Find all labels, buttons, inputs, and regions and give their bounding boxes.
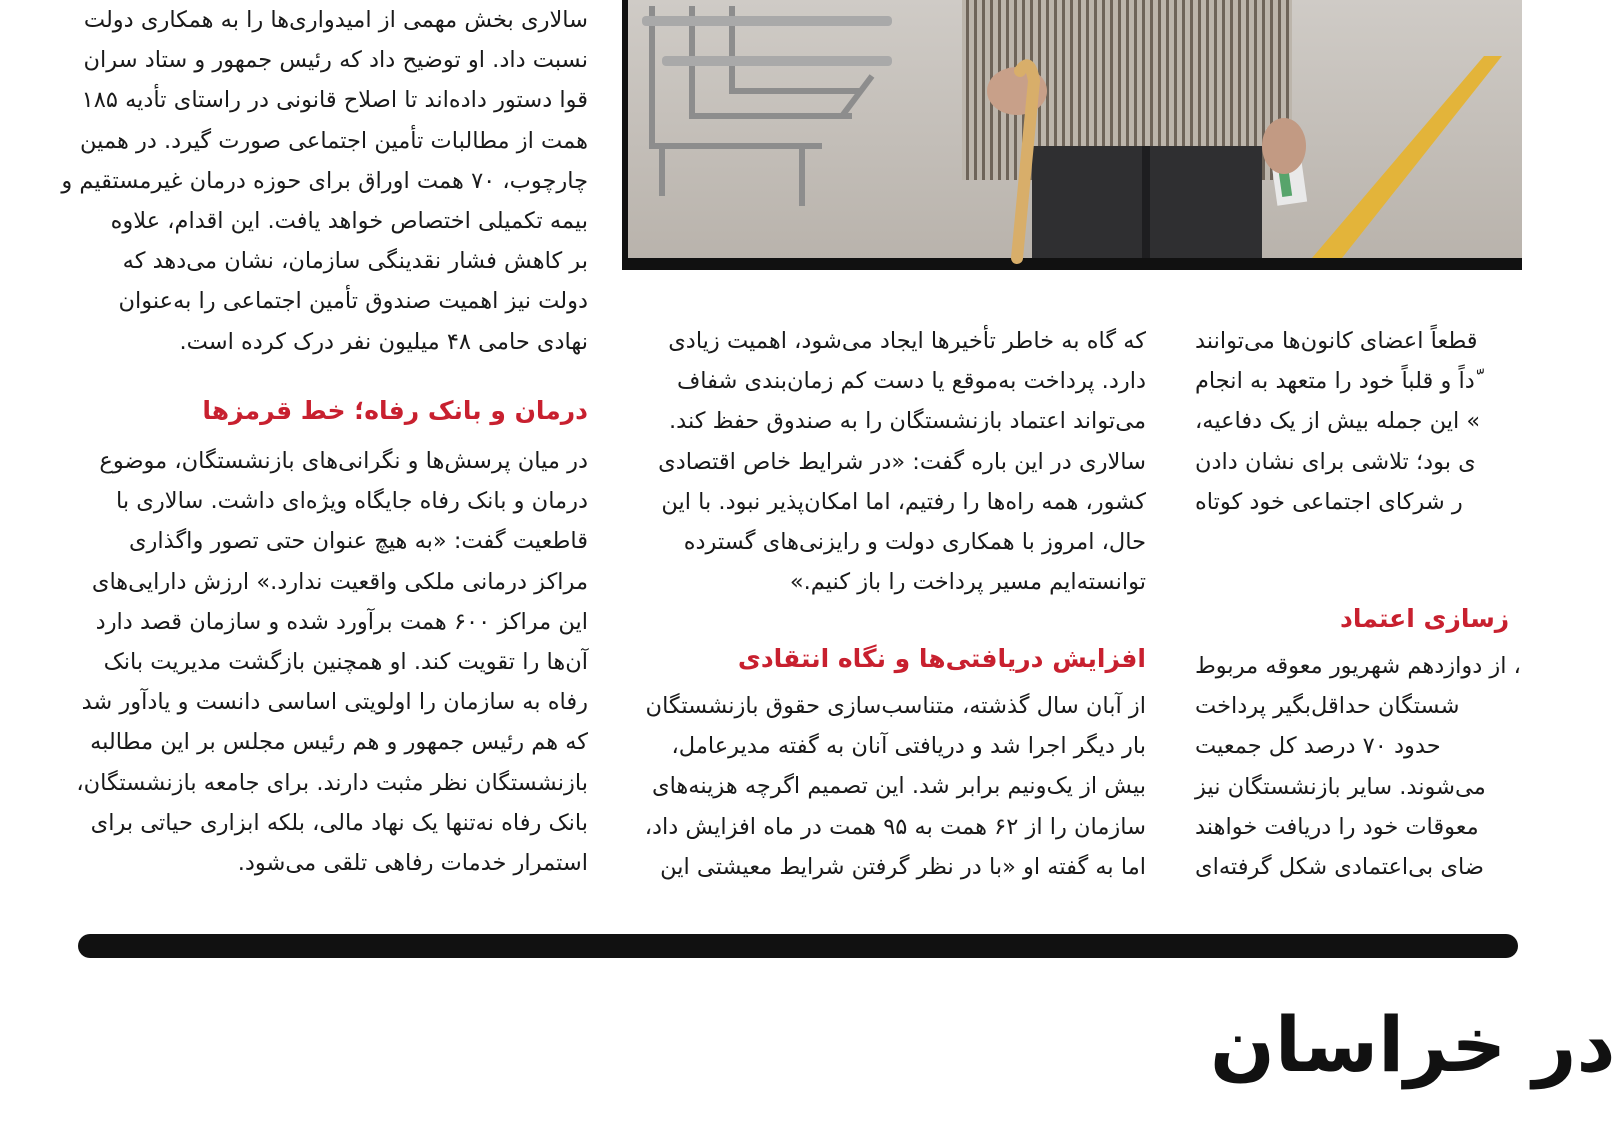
next-article-title: در خراسان <box>1210 1000 1615 1089</box>
text-line: دارد. پرداخت به‌موقع یا دست کم زمان‌بندی شفاف <box>676 368 1146 395</box>
text-line: نسبت داد. او توضیح داد که رئیس جمهور و ستاد سران <box>83 47 588 74</box>
text-line: استمرار خدمات رفاهی تلقی می‌شود. <box>237 850 588 877</box>
middle-column-top <box>636 321 1146 602</box>
text-line: ی بود؛ تلاشی برای نشان دادن <box>1195 448 1476 475</box>
text-line: همت از مطالبات تأمین اجتماعی صورت گیرد. در همین <box>80 127 588 154</box>
text-line: مراکز درمانی ملکی واقعیت ندارد.» ارزش دارایی‌های <box>91 568 588 595</box>
text-line: توانسته‌ایم مسیر پرداخت را باز کنیم.» <box>789 569 1146 596</box>
text-line: کشور، همه راه‌ها را رفتیم، اما امکان‌پذیر نبود. با این <box>661 488 1146 515</box>
text-line: چارچوب، ۷۰ همت اوراق برای حوزه درمان غیرمستقیم و <box>61 167 588 194</box>
text-line: حال، امروز با همکاری دولت و رایزنی‌های گسترده <box>683 529 1146 556</box>
left-column-bottom <box>78 441 588 883</box>
text-line: » این جمله بیش از یک دفاعیه، <box>1195 408 1481 435</box>
text-line: حدود ۷۰ درصد کل جمعیت <box>1195 733 1441 760</box>
text-line: می‌تواند اعتماد بازنشستگان را به صندوق حفظ کند. <box>669 408 1146 435</box>
retiree-with-cane-illustration <box>622 0 1522 270</box>
section-heading-treatment-bank: درمان و بانک رفاه؛ خط قرمزها <box>202 396 588 425</box>
text-line: سالاری بخش مهمی از امیدواری‌ها را به همکاری دولت <box>83 7 588 33</box>
text-line: رفاه به سازمان را اولویتی اساسی دانست و یادآور شد <box>81 689 588 716</box>
text-line: سازمان را از ۶۲ همت به ۹۵ همت در ماه افزایش داد، <box>644 813 1146 840</box>
text-line: که هم رئیس جمهور و هم رئیس مجلس بر این مطالبه <box>90 729 588 756</box>
text-line: ، از دوازدهم شهریور معوقه مربوط <box>1195 653 1521 679</box>
section-divider <box>78 934 1518 958</box>
text-line: که گاه به خاطر تأخیرها ایجاد می‌شود، اهمیت زیادی <box>668 328 1146 354</box>
right-column-top <box>1195 321 1615 522</box>
text-line: بیش از یک‌ونیم برابر شد. این تصمیم اگرچه هزینه‌های <box>651 773 1146 800</box>
text-line: ر شرکای اجتماعی خود کوتاه <box>1195 488 1463 515</box>
text-line: بازنشستگان نظر مثبت دارند. برای جامعه بازنشستگان، <box>76 769 588 796</box>
text-line: قاطعیت گفت: «به هیچ عنوان حتی تصور واگذاری <box>128 528 588 555</box>
text-line: بار دیگر اجرا شد و دریافتی آنان به گفته مدیرعامل، <box>671 733 1146 760</box>
text-line: سالاری در این باره گفت: «در شرایط خاص اقتصادی <box>658 448 1146 475</box>
text-line: معوقات خود را دریافت خواهند <box>1195 813 1479 840</box>
article-photo <box>622 0 1522 270</box>
text-line: شستگان حداقل‌بگیر پرداخت <box>1195 693 1460 720</box>
text-line: در میان پرسش‌ها و نگرانی‌های بازنشستگان، موضوع <box>99 448 588 474</box>
section-heading-rebuild-trust: زسازی اعتماد <box>1340 604 1510 633</box>
right-column-bottom <box>1195 646 1615 887</box>
text-line: دولت نیز اهمیت صندوق تأمین اجتماعی را به‌عنوان <box>118 288 588 315</box>
middle-column-bottom <box>636 686 1146 887</box>
text-line: بیمه تکمیلی اختصاص خواهد یافت. این اقدام، علاوه <box>110 208 588 235</box>
section-heading-increase-payments: افزایش دریافتی‌ها و نگاه انتقادی <box>737 644 1146 673</box>
text-line: قطعاً اعضای کانون‌ها می‌توانند <box>1195 328 1478 354</box>
text-line: می‌شوند. سایر بازنشستگان نیز <box>1195 773 1486 800</box>
text-line: آن‌ها را تقویت کند. او همچنین بازگشت مدیریت بانک <box>103 649 588 676</box>
text-line: نهادی حامی ۴۸ میلیون نفر درک کرده است. <box>179 328 588 355</box>
text-line: از آبان سال گذشته، متناسب‌سازی حقوق بازنشستگان <box>645 693 1146 719</box>
text-line: ّداً و قلباً خود را متعهد به انجام <box>1195 368 1475 395</box>
text-line: این مراکز ۶۰۰ همت برآورد شده و سازمان قصد دارد <box>95 608 588 635</box>
text-line: اما به گفته او «با در نظر گرفتن شرایط معیشتی این <box>660 853 1146 880</box>
text-line: قوا دستور داده‌اند تا اصلاح قانونی در راستای تأدیه ۱۸۵ <box>81 87 588 114</box>
text-line: درمان و بانک رفاه جایگاه ویژه‌ای داشت. سالاری با <box>116 488 588 515</box>
text-line: ضای بی‌اعتمادی شکل گرفته‌ای <box>1195 854 1484 881</box>
left-column-top <box>61 0 588 362</box>
text-line: بر کاهش فشار نقدینگی سازمان، نشان می‌دهد که <box>122 248 588 275</box>
text-line: بانک رفاه نه‌تنها یک نهاد مالی، بلکه ابزاری حیاتی برای <box>90 809 588 836</box>
